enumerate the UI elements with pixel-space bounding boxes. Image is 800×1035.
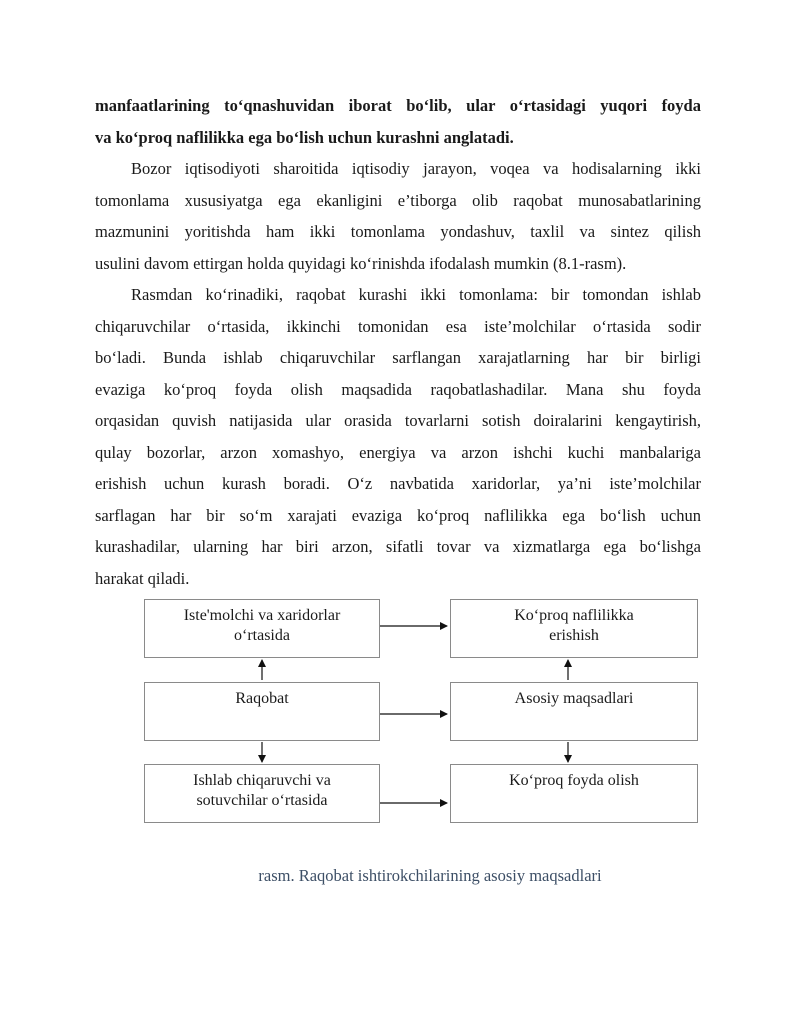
box-consumers-line2: o‘rtasida: [234, 627, 290, 644]
box-utility-line2: erishish: [549, 627, 599, 644]
text-line: sarflagan har bir so‘m xarajati evaziga ko‘proq naflilikka ega bo‘lish uchun: [95, 505, 701, 525]
text-line: erishish uchun kurash boradi. O‘z navbatida xaridorlar, ya’ni iste’molchilar: [95, 474, 701, 493]
text-line: tomonlama xususiyatga ega ekanligini e’tiborga olib raqobat munosabatlarining: [95, 190, 701, 210]
text-line: va ko‘proq naflilikka ega bo‘lish uchun kurashni anglatadi.: [95, 127, 514, 147]
text-line: qulay bozorlar, arzon xomashyo, energiya va arzon ishchi kuchi manbalariga: [95, 442, 701, 462]
box-producers-line2: sotuvchilar o‘rtasida: [196, 792, 328, 809]
figure-caption: rasm. Raqobat ishtirokchilarining asosiy maqsadlari: [258, 866, 602, 885]
box-consumers: [144, 599, 380, 658]
text-line: Bozor iqtisodiyoti sharoitida iqtisodiy jarayon, voqea va hodisalarning ikki: [131, 159, 701, 178]
box-consumers-line1: Iste'molchi va xaridorlar: [183, 607, 341, 624]
box-competition: [144, 682, 380, 741]
text-line: mazmunini yoritishda ham ikki tomonlama yondashuv, taxlil va sintez qilish: [95, 222, 701, 241]
text-line: harakat qiladi.: [95, 568, 190, 588]
box-producers: [144, 764, 380, 823]
box-utility: [450, 599, 698, 658]
box-goals: [450, 682, 698, 741]
box-competition-line1: Raqobat: [235, 690, 289, 707]
box-goals-line1: Asosiy maqsadlari: [514, 690, 634, 707]
text-line: evaziga ko‘proq foyda olish maqsadida raqobatlashadilar. Mana shu foyda: [95, 379, 701, 399]
box-utility-line1: Ko‘proq naflilikka: [514, 607, 634, 624]
box-profit-line1: Ko‘proq foyda olish: [509, 772, 639, 789]
box-profit: [450, 764, 698, 823]
text-line: orqasidan quvish natijasida ular orasida tovarlarni sotish doiralarini kengaytirish,: [95, 411, 701, 430]
text-line: Rasmdan ko‘rinadiki, raqobat kurashi ikki tomonlama: bir tomondan ishlab: [131, 285, 701, 304]
box-producers-line1: Ishlab chiqaruvchi va: [193, 772, 331, 789]
text-line: kurashadilar, ularning har biri arzon, sifatli tovar va xizmatlarga ega bo‘lishga: [95, 537, 701, 556]
text-line: manfaatlarining to‘qnashuvidan iborat bo‘lib, ular o‘rtasidagi yuqori foyda: [95, 96, 701, 115]
text-line: chiqaruvchilar o‘rtasida, ikkinchi tomonidan esa iste’molchilar o‘rtasida sodir: [95, 316, 701, 336]
text-line: usulini davom ettirgan holda quyidagi ko‘rinishda ifodalash mumkin (8.1-rasm).: [95, 253, 627, 273]
text-line: bo‘ladi. Bunda ishlab chiqaruvchilar sarflangan xarajatlarning har bir birligi: [95, 348, 701, 367]
